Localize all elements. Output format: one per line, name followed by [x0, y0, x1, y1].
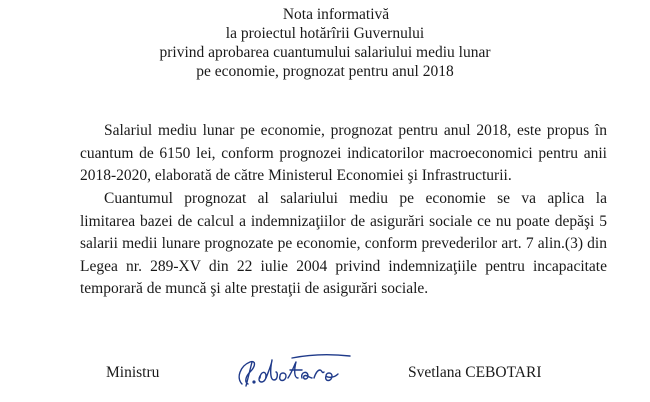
- paragraph-line: 2018-2020, elaborată de către Ministerul Economiei şi Infrastructurii.: [80, 167, 512, 184]
- signatory-name: Svetlana CEBOTARI: [408, 364, 542, 381]
- handwritten-signature: [232, 348, 362, 392]
- paragraph-line: Legea nr. 289-XV din 22 iulie 2004 privind indemnizaţiile pentru incapacitate: [80, 257, 607, 275]
- paragraph-line: temporară de muncă şi alte prestaţii de asigurări sociale.: [80, 280, 429, 297]
- document-title: [0, 5, 650, 81]
- title-line: pe economie, prognozat pentru anul 2018: [196, 63, 454, 80]
- signatory-role: Ministru: [106, 364, 160, 381]
- paragraph-line: limitarea bazei de calcul a indemnizaţiilor de asigurări sociale ce nu poate depăşi 5: [80, 212, 607, 230]
- paragraph-line: Cuantumul prognozat al salariului mediu pe economie se va aplica la: [104, 190, 607, 207]
- paragraph-line: cuantum de 6150 lei, conform prognozei indicatorilor macroeconomici pentru anii: [80, 144, 607, 162]
- paragraph-application: [80, 188, 607, 301]
- paragraph-line: Salariul mediu lunar pe economie, prognozat pentru anul 2018, este propus în: [104, 122, 607, 139]
- title-line: la proiectul hotărîrii Guvernului: [225, 25, 425, 42]
- title-line: privind aprobarea cuantumului salariului mediu lunar: [159, 44, 491, 61]
- title-line: Nota informativă: [282, 6, 390, 23]
- signature-block: [0, 362, 650, 392]
- paragraph-salary-forecast: [80, 120, 607, 188]
- paragraph-line: salarii medii lunare prognozate pe economie, conform prevederilor art. 7 alin.(3) din: [80, 235, 607, 252]
